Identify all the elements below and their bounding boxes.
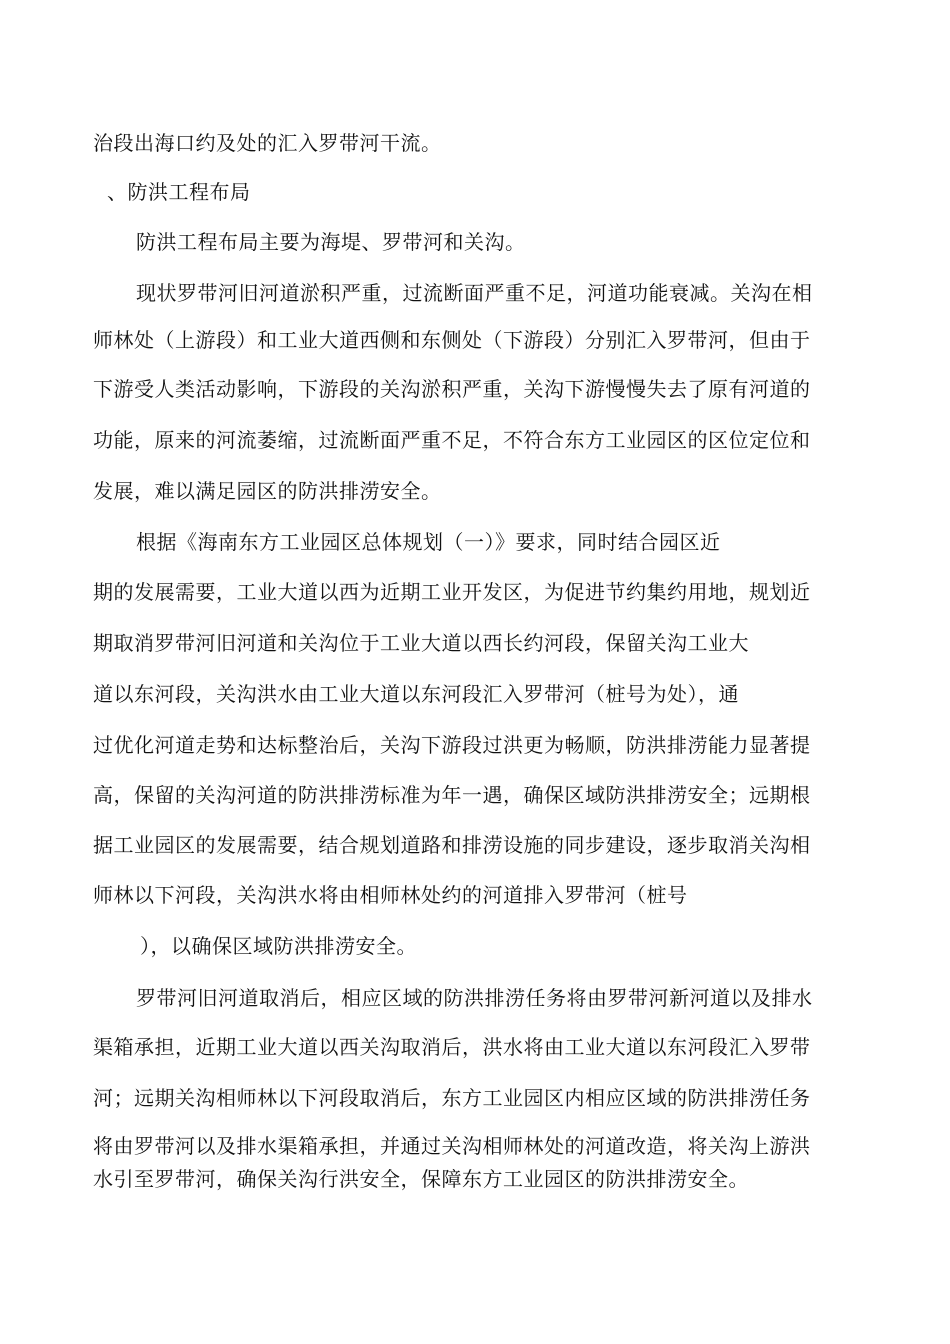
- text-line: 渠箱承担，近期工业大道以西关沟取消后，洪水将由工业大道以东河段汇入罗带: [93, 1035, 811, 1059]
- text-line: 防洪工程布局主要为海堤、罗带河和关沟。: [136, 230, 526, 254]
- text-line: ），以确保区域防洪排涝安全。: [140, 934, 417, 958]
- text-line: 师林以下河段，关沟洪水将由相师林处约的河道排入罗带河（桩号: [93, 883, 688, 907]
- text-line: 高，保留的关沟河道的防洪排涝标准为年一遇，确保区域防洪排涝安全；远期根: [93, 783, 811, 807]
- text-line: 下游受人类活动影响，下游段的关沟淤积严重，关沟下游慢慢失去了原有河道的: [93, 377, 811, 401]
- text-line: 水引至罗带河，确保关沟行洪安全，保障东方工业园区的防洪排涝安全。: [93, 1167, 749, 1191]
- text-line: 过优化河道走势和达标整治后，关沟下游段过洪更为畅顺，防洪排涝能力显著提: [93, 733, 811, 757]
- text-line: 治段出海口约及处的汇入罗带河干流。: [93, 131, 442, 155]
- text-line: 根据《海南东方工业园区总体规划（一）》要求，同时结合园区近: [136, 530, 721, 554]
- text-line: 罗带河旧河道取消后，相应区域的防洪排涝任务将由罗带河新河道以及排水: [136, 986, 813, 1010]
- text-line: 将由罗带河以及排水渠箱承担，并通过关沟相师林处的河道改造，将关沟上游洪: [93, 1134, 811, 1158]
- text-line: 据工业园区的发展需要，结合规划道路和排涝设施的同步建设，逐步取消关沟相: [93, 833, 811, 857]
- text-line: 发展，难以满足园区的防洪排涝安全。: [93, 479, 442, 503]
- text-line: 期的发展需要，工业大道以西为近期工业开发区，为促进节约集约用地，规划近: [93, 580, 811, 604]
- text-line: 师林处（上游段）和工业大道西侧和东侧处（下游段）分别汇入罗带河，但由于: [93, 328, 811, 352]
- text-line: 现状罗带河旧河道淤积严重，过流断面严重不足，河道功能衰减。关沟在相: [136, 281, 813, 305]
- text-line: 期取消罗带河旧河道和关沟位于工业大道以西长约河段，保留关沟工业大: [93, 631, 749, 655]
- text-line: 功能，原来的河流萎缩，过流断面严重不足，不符合东方工业园区的区位定位和: [93, 428, 811, 452]
- text-line: 河；远期关沟相师林以下河段取消后，东方工业园区内相应区域的防洪排涝任务: [93, 1086, 811, 1110]
- section-heading: 、防洪工程布局: [107, 180, 251, 204]
- text-line: 道以东河段，关沟洪水由工业大道以东河段汇入罗带河（桩号为处），通: [93, 682, 739, 706]
